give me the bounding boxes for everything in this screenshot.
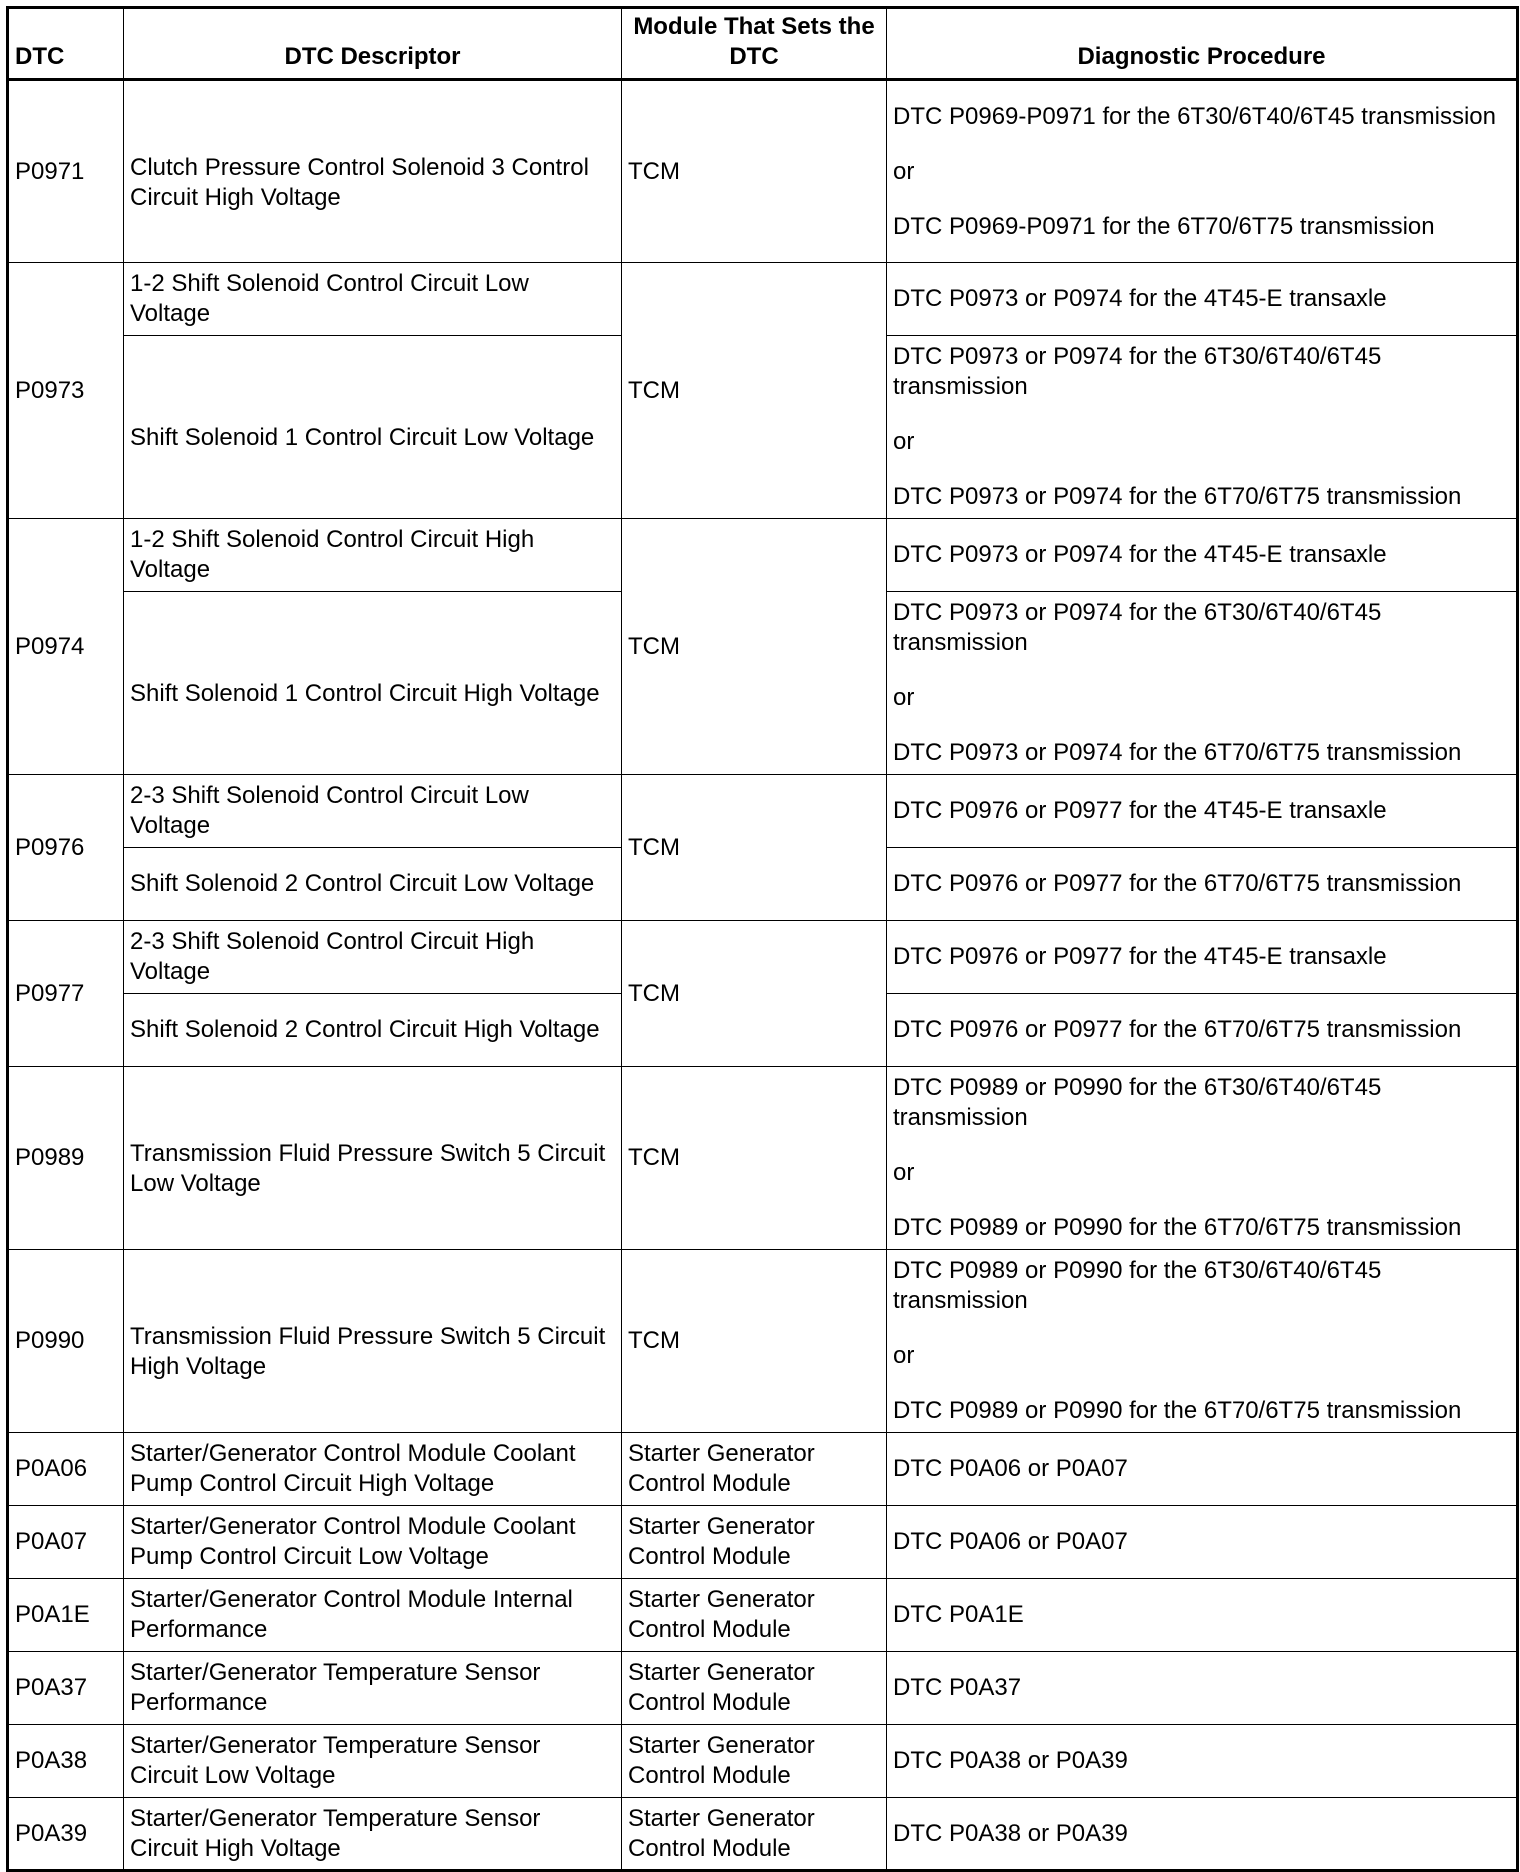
- dtc-code-cell: P0A06: [8, 1433, 124, 1506]
- procedure-link[interactable]: DTC P0989 or P0990 for the 6T70/6T75 transmission: [893, 1397, 1462, 1424]
- procedure-link[interactable]: DTC P0A38 or P0A39: [893, 1819, 1128, 1847]
- dtc-descriptor-cell: Starter/Generator Temperature Sensor Performance: [124, 1652, 622, 1725]
- table-row: [8, 775, 1518, 848]
- procedure-link[interactable]: DTC P0989 or P0990 for the 6T30/6T40/6T45 transmission: [893, 1257, 1382, 1314]
- header-module: Module That Sets the DTC: [622, 8, 887, 80]
- procedure-link: or: [893, 1159, 915, 1186]
- procedure-spacer: [893, 713, 1510, 738]
- diagnostic-procedure-cell: [887, 592, 1518, 775]
- procedure-link[interactable]: DTC P0973 or P0974 for the 4T45-E transaxle: [893, 541, 1387, 568]
- diagnostic-procedure-cell: [887, 921, 1518, 994]
- module-cell: Starter Generator Control Module: [622, 1652, 887, 1725]
- dtc-code-cell: P0974: [8, 519, 124, 775]
- dtc-code-cell: P0976: [8, 775, 124, 921]
- dtc-code-cell: P0A07: [8, 1506, 124, 1579]
- dtc-table: [6, 6, 1519, 1872]
- diagnostic-procedure-cell: [887, 1506, 1518, 1579]
- module-cell: TCM: [622, 921, 887, 1067]
- module-cell: Starter Generator Control Module: [622, 1798, 887, 1871]
- procedure-link[interactable]: DTC P0989 or P0990 for the 6T30/6T40/6T45 transmission: [893, 1074, 1382, 1131]
- dtc-descriptor-cell: Shift Solenoid 2 Control Circuit High Voltage: [124, 994, 622, 1067]
- dtc-code-cell: P0A39: [8, 1798, 124, 1871]
- dtc-descriptor-cell: Starter/Generator Control Module Coolant Pump Control Circuit High Voltage: [124, 1433, 622, 1506]
- diagnostic-procedure-cell: [887, 80, 1518, 263]
- module-cell: Starter Generator Control Module: [622, 1579, 887, 1652]
- procedure-link: or: [893, 1342, 915, 1369]
- procedure-link[interactable]: DTC P0969-P0971 for the 6T30/6T40/6T45 transmission: [893, 102, 1496, 130]
- procedure-link[interactable]: DTC P0976 or P0977 for the 4T45-E transaxle: [893, 797, 1387, 824]
- dtc-descriptor-cell: 2-3 Shift Solenoid Control Circuit Low Voltage: [124, 775, 622, 848]
- dtc-code-cell: P0A1E: [8, 1579, 124, 1652]
- module-cell: TCM: [622, 1067, 887, 1250]
- diagnostic-procedure-cell: [887, 336, 1518, 519]
- table-row: [8, 80, 1518, 263]
- dtc-descriptor-cell: 1-2 Shift Solenoid Control Circuit High Voltage: [124, 519, 622, 592]
- dtc-table-body: [8, 80, 1518, 1871]
- procedure-link[interactable]: DTC P0973 or P0974 for the 6T30/6T40/6T45 transmission: [893, 343, 1382, 400]
- dtc-code-cell: P0990: [8, 1250, 124, 1433]
- table-row: [8, 1506, 1518, 1579]
- dtc-descriptor-cell: 2-3 Shift Solenoid Control Circuit High Voltage: [124, 921, 622, 994]
- diagnostic-procedure-cell: [887, 1798, 1518, 1871]
- header-row: [8, 8, 1518, 80]
- dtc-descriptor-cell: Transmission Fluid Pressure Switch 5 Circuit High Voltage: [124, 1250, 622, 1433]
- table-row: [8, 1725, 1518, 1798]
- diagnostic-procedure-cell: [887, 1725, 1518, 1798]
- procedure-link[interactable]: DTC P0A37: [893, 1674, 1022, 1701]
- diagnostic-procedure-cell: [887, 1250, 1518, 1433]
- module-cell: TCM: [622, 775, 887, 921]
- procedure-link[interactable]: DTC P0976 or P0977 for the 6T70/6T75 transmission: [893, 1016, 1462, 1043]
- table-row: [8, 263, 1518, 336]
- procedure-link[interactable]: DTC P0A06 or P0A07: [893, 1528, 1128, 1555]
- diagnostic-procedure-cell: [887, 1433, 1518, 1506]
- module-cell: Starter Generator Control Module: [622, 1506, 887, 1579]
- diagnostic-procedure-cell: [887, 848, 1518, 921]
- procedure-spacer: [893, 132, 1510, 157]
- procedure-link[interactable]: DTC P0989 or P0990 for the 6T70/6T75 transmission: [893, 1214, 1462, 1241]
- module-cell: TCM: [622, 263, 887, 519]
- header-dtc: DTC: [8, 8, 124, 80]
- dtc-code-cell: P0A37: [8, 1652, 124, 1725]
- dtc-code-cell: P0973: [8, 263, 124, 519]
- procedure-link[interactable]: DTC P0A38 or P0A39: [893, 1747, 1128, 1774]
- module-cell: Starter Generator Control Module: [622, 1433, 887, 1506]
- dtc-code-cell: P0971: [8, 80, 124, 263]
- diagnostic-procedure-cell: [887, 994, 1518, 1067]
- procedure-link[interactable]: DTC P0A1E: [893, 1601, 1024, 1628]
- diagnostic-procedure-cell: [887, 519, 1518, 592]
- procedure-spacer: [893, 1188, 1510, 1213]
- dtc-descriptor-cell: Shift Solenoid 1 Control Circuit Low Voltage: [124, 336, 622, 519]
- procedure-link: or: [893, 428, 915, 455]
- procedure-link[interactable]: DTC P0A06 or P0A07: [893, 1455, 1128, 1482]
- diagnostic-procedure-cell: [887, 263, 1518, 336]
- procedure-link[interactable]: DTC P0969-P0971 for the 6T70/6T75 transmission: [893, 212, 1435, 240]
- table-row: [8, 519, 1518, 592]
- dtc-descriptor-cell: Shift Solenoid 2 Control Circuit Low Voltage: [124, 848, 622, 921]
- dtc-code-cell: P0977: [8, 921, 124, 1067]
- dtc-code-cell: P0A38: [8, 1725, 124, 1798]
- table-row: [8, 1652, 1518, 1725]
- module-cell: TCM: [622, 80, 887, 263]
- procedure-spacer: [893, 1371, 1510, 1396]
- diagnostic-procedure-cell: [887, 1652, 1518, 1725]
- dtc-descriptor-cell: Starter/Generator Control Module Coolant Pump Control Circuit Low Voltage: [124, 1506, 622, 1579]
- dtc-descriptor-cell: Starter/Generator Temperature Sensor Circuit Low Voltage: [124, 1725, 622, 1798]
- dtc-descriptor-cell: Shift Solenoid 1 Control Circuit High Voltage: [124, 592, 622, 775]
- table-row: [8, 1067, 1518, 1250]
- dtc-descriptor-cell: 1-2 Shift Solenoid Control Circuit Low Voltage: [124, 263, 622, 336]
- procedure-spacer: [893, 1316, 1510, 1341]
- header-descriptor: DTC Descriptor: [124, 8, 622, 80]
- procedure-link[interactable]: DTC P0973 or P0974 for the 6T30/6T40/6T45 transmission: [893, 599, 1382, 656]
- table-row: [8, 1579, 1518, 1652]
- dtc-descriptor-cell: Starter/Generator Temperature Sensor Circuit High Voltage: [124, 1798, 622, 1871]
- procedure-link[interactable]: DTC P0973 or P0974 for the 6T70/6T75 transmission: [893, 739, 1462, 766]
- table-row: [8, 1250, 1518, 1433]
- procedure-spacer: [893, 1133, 1510, 1158]
- procedure-link[interactable]: DTC P0976 or P0977 for the 6T70/6T75 transmission: [893, 870, 1462, 897]
- procedure-link[interactable]: DTC P0973 or P0974 for the 4T45-E transaxle: [893, 285, 1387, 312]
- module-cell: Starter Generator Control Module: [622, 1725, 887, 1798]
- header-procedure: Diagnostic Procedure: [887, 8, 1518, 80]
- dtc-descriptor-cell: Clutch Pressure Control Solenoid 3 Control Circuit High Voltage: [124, 80, 622, 263]
- dtc-code-cell: P0989: [8, 1067, 124, 1250]
- table-row: [8, 1433, 1518, 1506]
- procedure-link: or: [893, 157, 915, 185]
- procedure-spacer: [893, 658, 1510, 683]
- procedure-spacer: [893, 187, 1510, 212]
- diagnostic-procedure-cell: [887, 1579, 1518, 1652]
- procedure-link[interactable]: DTC P0973 or P0974 for the 6T70/6T75 transmission: [893, 483, 1462, 510]
- table-row: [8, 921, 1518, 994]
- diagnostic-procedure-cell: [887, 775, 1518, 848]
- procedure-spacer: [893, 402, 1510, 427]
- procedure-link: or: [893, 684, 915, 711]
- procedure-link[interactable]: DTC P0976 or P0977 for the 4T45-E transaxle: [893, 943, 1387, 970]
- module-cell: TCM: [622, 519, 887, 775]
- diagnostic-procedure-cell: [887, 1067, 1518, 1250]
- dtc-descriptor-cell: Transmission Fluid Pressure Switch 5 Circuit Low Voltage: [124, 1067, 622, 1250]
- procedure-spacer: [893, 457, 1510, 482]
- dtc-descriptor-cell: Starter/Generator Control Module Internal Performance: [124, 1579, 622, 1652]
- table-row: [8, 1798, 1518, 1871]
- module-cell: TCM: [622, 1250, 887, 1433]
